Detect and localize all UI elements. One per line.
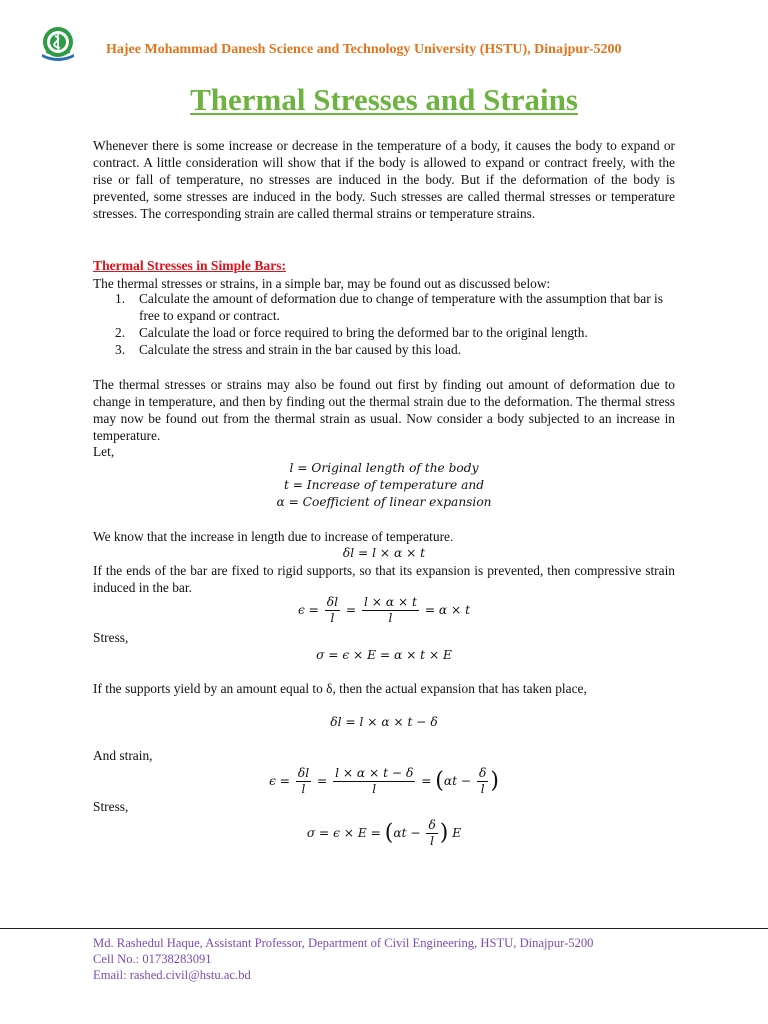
list-item xyxy=(93,324,675,341)
definition-coefficient: α = Coefficient of linear expansion xyxy=(276,495,492,509)
section-heading: Thermal Stresses in Simple Bars: xyxy=(93,258,287,273)
institution-name: Hajee Mohammad Danesh Science and Technology University (HSTU), Dinajpur-5200 xyxy=(106,42,622,57)
footer-email: Email: rashed.civil@hstu.ac.bd xyxy=(93,968,251,982)
increase-paragraph: We know that the increase in length due to increase of temperature. xyxy=(93,529,454,544)
yield-paragraph: If the supports yield by an amount equal to δ, then the actual expansion that has taken place, xyxy=(93,681,587,696)
let-label: Let, xyxy=(93,444,115,459)
equation-strain: ϵ = $\frac{\delta l}{l}$ = $\frac{l \times \alpha \times t}{l}$ = α × t xyxy=(297,595,471,625)
intro-paragraph: Whenever there is some increase or decrease in the temperature of a body, it causes the body to expand or contract. A little consideration will show that if the body is allowed to expand or contract freely, with the rise or fall of temperature, no stresses are induced in the body. But if the deformation of the body is prevented, some stresses are induced in the body. Such stresses are called thermal stresses or temperature stresses. The corresponding strain are called thermal strains or temperature strains. xyxy=(93,138,675,221)
equation-stress-yield: σ = ϵ × E = (αt − $\frac{\delta}{l}$ ) E xyxy=(306,818,462,848)
section-lead: The thermal stresses or strains, in a simple bar, may be found out as discussed below: xyxy=(93,276,551,291)
equation-elongation: δl = l × α × t xyxy=(342,546,426,560)
definition-length: l = Original length of the body xyxy=(289,461,479,475)
title-text: Thermal Stresses and Strains xyxy=(190,82,578,117)
page-footer xyxy=(93,935,593,983)
step-text: Calculate the stress and strain in the bar caused by this load. xyxy=(139,342,462,357)
footer-author: Md. Rashedul Haque, Assistant Professor, Department of Civil Engineering, HSTU, Dinajpur-5200 xyxy=(93,936,594,950)
footer-divider xyxy=(0,928,768,929)
steps-list xyxy=(93,290,675,358)
equation-stress: σ = ϵ × E = α × t × E xyxy=(316,648,452,662)
step-text: Calculate the load or force required to bring the deformed bar to the original length. xyxy=(139,325,588,340)
page-title xyxy=(0,82,768,118)
page-header xyxy=(38,22,738,68)
list-item xyxy=(93,341,675,358)
step-number: 2. xyxy=(115,325,126,340)
method-paragraph: The thermal stresses or strains may also be found out first by finding out amount of deformation due to change in temperature, and then by finding out the thermal strain due to the deformation. The thermal stress may now be found out from the thermal strain as usual. Now consider a body subjected to an increase in temperature. xyxy=(93,377,675,443)
strain-label: And strain, xyxy=(93,748,153,763)
step-number: 1. xyxy=(115,291,126,306)
step-number: 3. xyxy=(115,342,126,357)
equation-strain-yield: ϵ = $\frac{\delta l}{l}$ = $\frac{l \times \alpha \times t - \delta}{l}$ = (αt − $\frac{\delta}{l}$ ) xyxy=(269,766,499,796)
definition-temperature: t = Increase of temperature and xyxy=(283,478,485,492)
list-item xyxy=(93,290,675,324)
fixed-ends-paragraph: If the ends of the bar are fixed to rigid supports, so that its expansion is prevented, then compressive strain induced in the bar. xyxy=(93,563,675,595)
footer-cell: Cell No.: 01738283091 xyxy=(93,952,212,966)
stress-label-2: Stress, xyxy=(93,799,129,814)
step-text: Calculate the amount of deformation due to change of temperature with the assumption that bar is free to expand or contract. xyxy=(139,291,663,323)
equation-elongation-yield: δl = l × α × t − δ xyxy=(330,715,438,729)
university-seal-icon xyxy=(38,24,78,64)
stress-label: Stress, xyxy=(93,630,129,645)
